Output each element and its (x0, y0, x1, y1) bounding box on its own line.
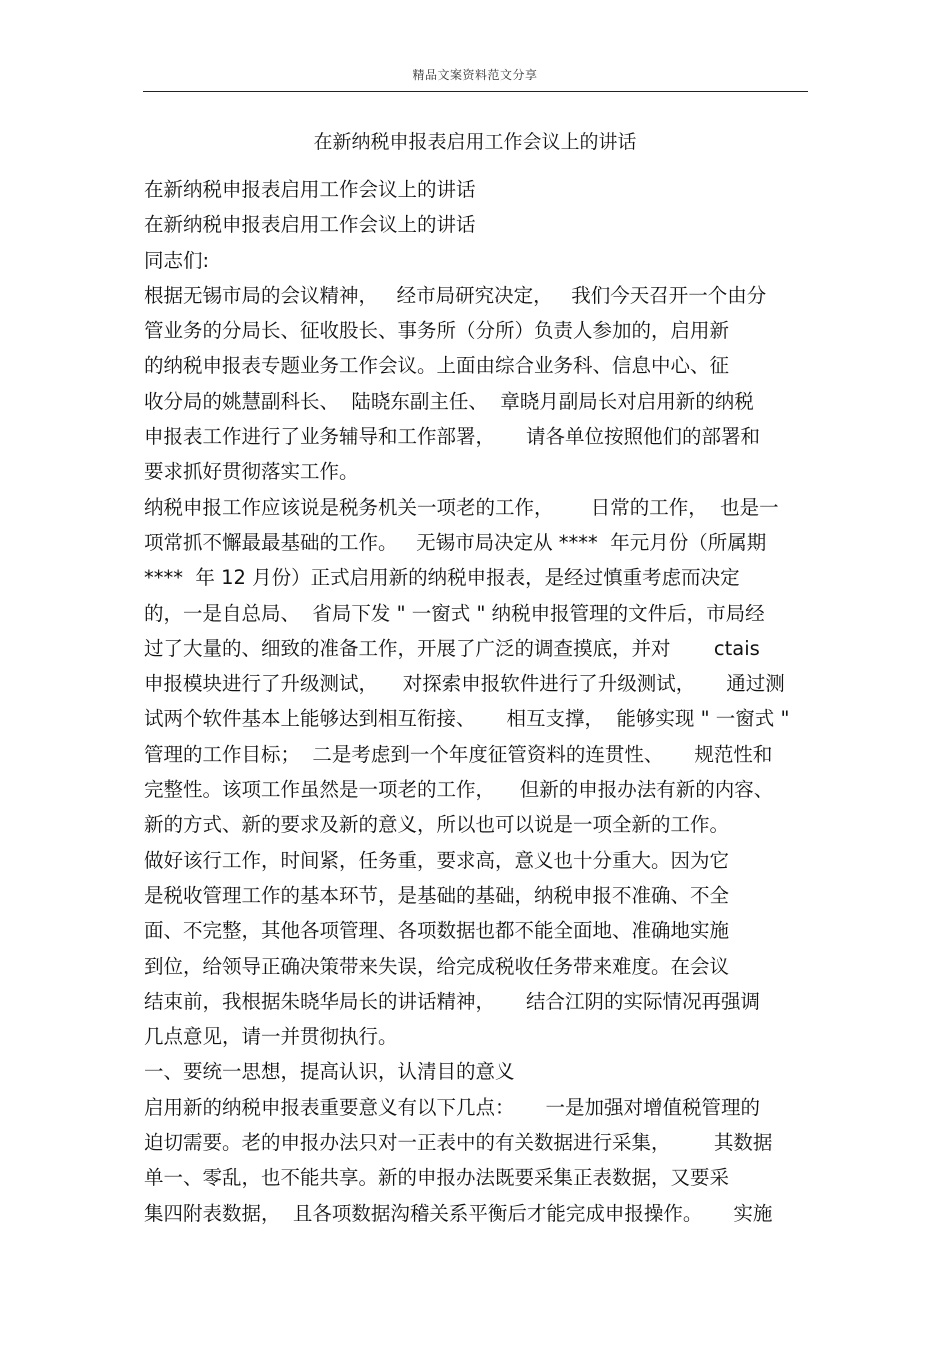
body-line: 几点意见，请一并贯彻执行。 (144, 1025, 398, 1049)
body-line: 过了大量的、细致的准备工作，开展了广泛的调查摸底，并对 ctais (144, 636, 760, 660)
body-line: 纳税申报工作应该说是税务机关一项老的工作， 日常的工作， 也是一 (144, 495, 779, 519)
body-line: 是税收管理工作的基本环节，是基础的基础，纳税申报不准确、不全 (144, 883, 730, 907)
body-line: 新的方式、新的要求及新的意义，所以也可以说是一项全新的工作。 (144, 813, 730, 837)
body-line: 的纳税申报表专题业务工作会议。上面由综合业务科、信息中心、征 (144, 354, 730, 378)
body-line: **** 年 12 月份）正式启用新的纳税申报表，是经过慎重考虑而决定 (144, 566, 740, 590)
document-body (144, 172, 814, 1231)
header-divider (143, 91, 808, 92)
body-line: 管业务的分局长、征收股长、事务所（分所）负责人参加的，启用新 (144, 319, 730, 343)
body-line: 面、不完整，其他各项管理、各项数据也都不能全面地、准确地实施 (144, 919, 730, 943)
body-line: 迫切需要。老的申报办法只对一正表中的有关数据进行采集， 其数据 (144, 1131, 773, 1155)
body-line: 试两个软件基本上能够达到相互衔接、 相互支撑， 能够实现 " 一窗式 " (144, 707, 790, 731)
body-line: 集四附表数据， 且各项数据沟稽关系平衡后才能完成申报操作。 实施 (144, 1201, 773, 1225)
section-heading: 一、要统一思想，提高认识，认清目的意义 (144, 1060, 515, 1084)
body-line: 根据无锡市局的会议精神， 经市局研究决定， 我们今天召开一个由分 (144, 283, 767, 307)
body-line: 管理的工作目标； 二是考虑到一个年度征管资料的连贯性、 规范性和 (144, 742, 773, 766)
body-line: 收分局的姚慧副科长、 陆晓东副主任、 章晓月副局长对启用新的纳税 (144, 389, 754, 413)
body-line: 在新纳税申报表启用工作会议上的讲话 (144, 178, 476, 201)
body-line: 启用新的纳税申报表重要意义有以下几点： 一是加强对增值税管理的 (144, 1095, 760, 1119)
body-line: 完整性。该项工作虽然是一项老的工作， 但新的申报办法有新的内容、 (144, 778, 774, 802)
body-line: 申报模块进行了升级测试， 对探索申报软件进行了升级测试， 通过测 (144, 672, 785, 696)
body-line: 做好该行工作，时间紧，任务重，要求高，意义也十分重大。因为它 (144, 848, 730, 872)
body-line: 单一、零乱，也不能共享。新的申报办法既要采集正表数据，又要采 (144, 1166, 730, 1190)
body-line: 申报表工作进行了业务辅导和工作部署， 请各单位按照他们的部署和 (144, 425, 760, 449)
page-header: 精品文案资料范文分享 (412, 68, 538, 82)
body-line: 项常抓不懈最最基础的工作。 无锡市局决定从 **** 年元月份（所属期 (144, 530, 767, 554)
body-line: 在新纳税申报表启用工作会议上的讲话 (144, 213, 476, 237)
body-line: 同志们: (144, 248, 210, 272)
body-line: 要求抓好贯彻落实工作。 (144, 460, 359, 484)
body-line: 的，一是自总局、 省局下发 " 一窗式 " 纳税申报管理的文件后，市局经 (144, 601, 765, 625)
body-line: 结束前，我根据朱晓华局长的讲话精神， 结合江阴的实际情况再强调 (144, 989, 760, 1013)
body-line: 到位，给领导正确决策带来失误，给完成税收任务带来难度。在会议 (144, 954, 730, 978)
document-title: 在新纳税申报表启用工作会议上的讲话 (313, 131, 637, 153)
